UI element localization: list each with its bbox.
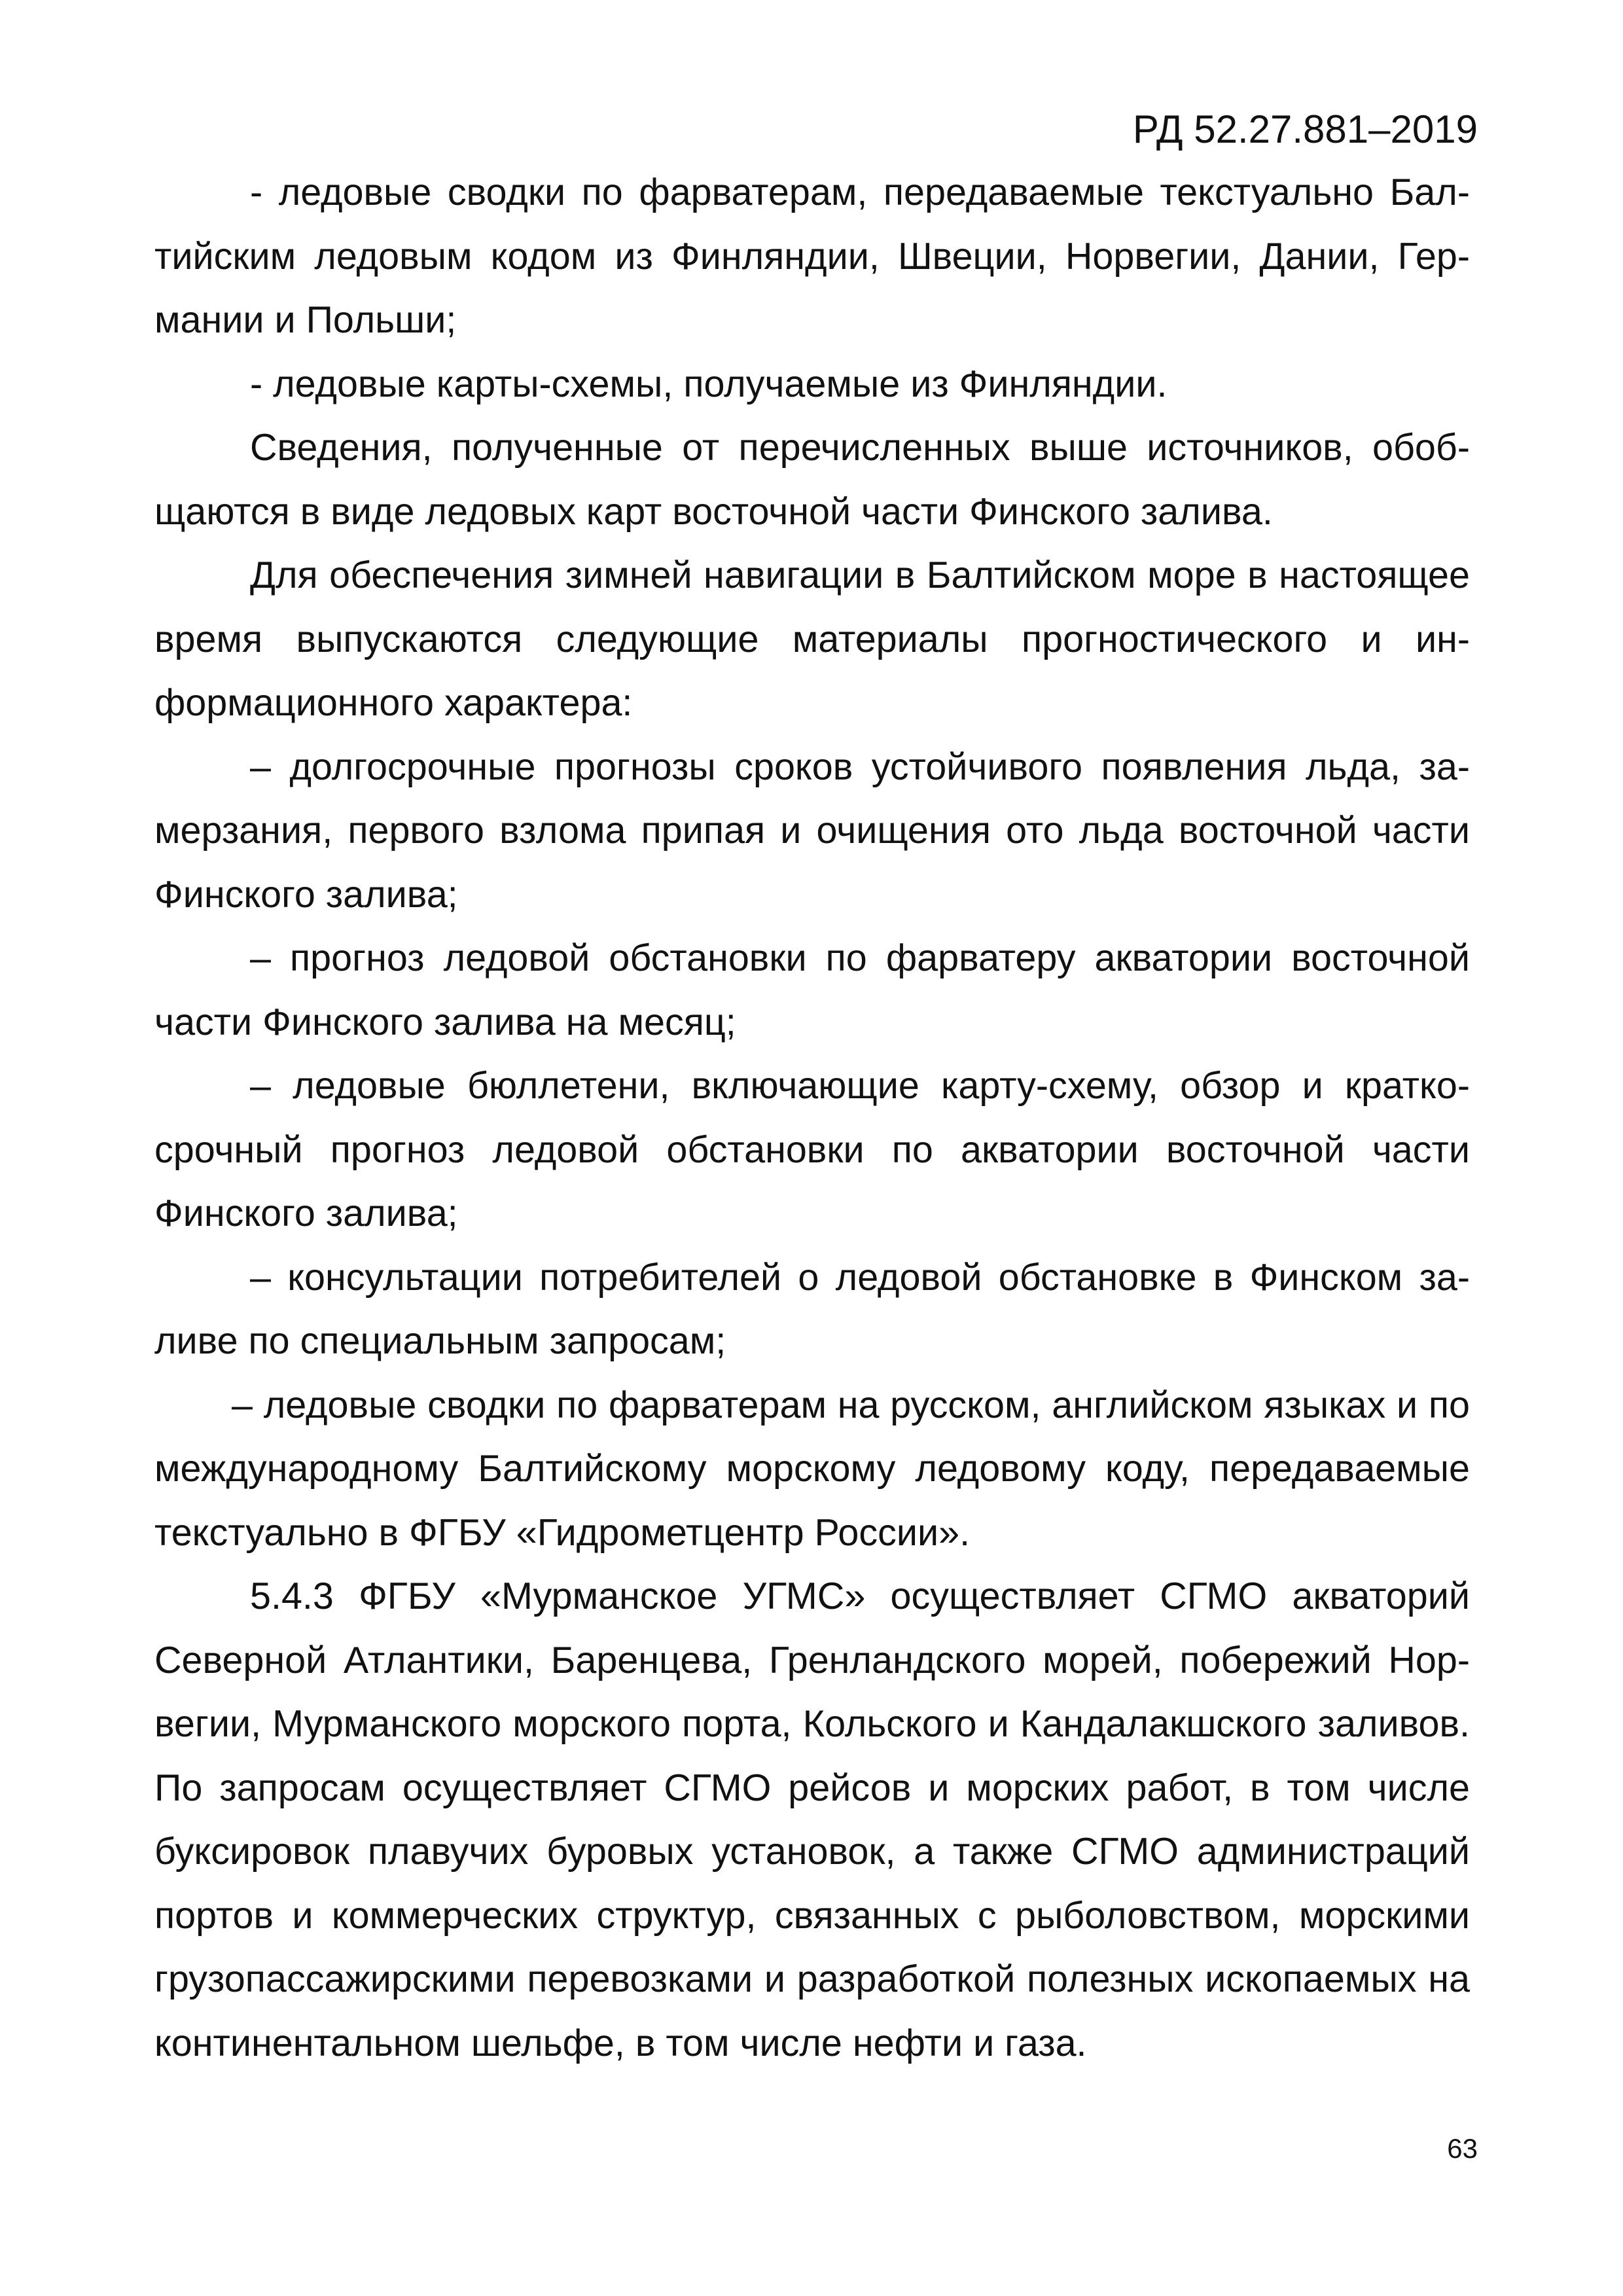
document-body: [154, 161, 1470, 2075]
page-number: 63: [1447, 2133, 1478, 2164]
document-code: РД 52.27.881–2019: [1132, 107, 1478, 151]
list-item-long-term-forecasts: – долгосрочные прогнозы сроков устойчивого появления льда, замерзания, первого взлома припая и очищения ото льда восточной части Финского залива;: [154, 745, 1470, 916]
list-item-ice-reports-baltic-code: - ледовые сводки по фарватерам, передаваемые текстуально Балтийским ледовым кодом из Финляндии, Швеции, Норвегии, Дании, Германии и Польши;: [154, 171, 1470, 341]
list-item-fairway-reports: – ледовые сводки по фарватерам на русском, английском языках и по международному Балтийскому морскому ледовому коду, передаваемые текстуально в ФГБУ «Гидрометцентр России».: [154, 1384, 1470, 1554]
list-item-monthly-forecast: – прогноз ледовой обстановки по фарватеру акватории восточной части Финского залива на месяц;: [154, 937, 1470, 1043]
list-item-ice-bulletins: – ледовые бюллетени, включающие карту-схему, обзор и краткосрочный прогноз ледовой обстановки по акватории восточной части Финского залива;: [154, 1065, 1470, 1234]
paragraph-section-5-4-3: 5.4.3 ФГБУ «Мурманское УГМС» осуществляет СГМО акваторий Северной Атлантики, Баренцева, Гренландского морей, побережий Норвегии, Мурманского морского порта, Кольского и Кандалакшского заливов. По запросам осуществляет СГМО рейсов и морских работ, в том числе буксировок плавучих буровых установок, а также СГМО администраций портов и коммерческих структур, связанных с рыболовством, морскими грузопассажирскими перевозками и разработкой полезных ископаемых на континентальном шельфе, в том числе нефти и газа.: [154, 1575, 1470, 2064]
paragraph-ice-maps-summary: Сведения, полученные от перечисленных выше источников, обобщаются в виде ледовых карт восточной части Финского залива.: [154, 427, 1470, 533]
list-item-consultations: – консультации потребителей о ледовой обстановке в Финском заливе по специальным запросам;: [154, 1256, 1470, 1362]
list-item-ice-charts-finland: - ледовые карты-схемы, получаемые из Финляндии.: [250, 363, 1168, 405]
paragraph-winter-navigation-intro: Для обеспечения зимней навигации в Балтийском море в настоящее время выпускаются следующие материалы прогностического и информационного характера:: [154, 554, 1470, 724]
